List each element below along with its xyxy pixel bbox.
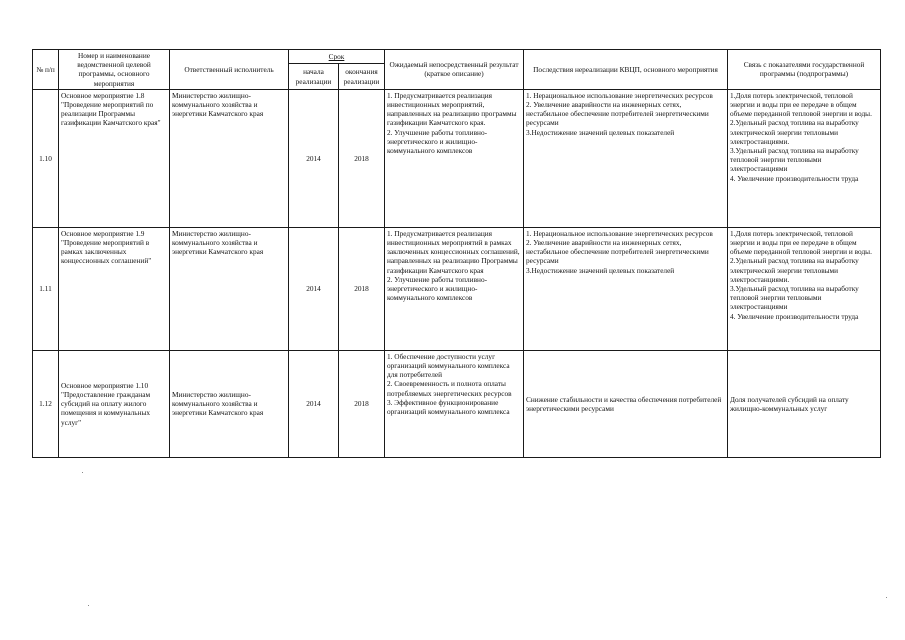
header-term-label: Срок [328,52,345,62]
row-name: Основное мероприятие 1.10 "Предоставление гражданам субсидий на оплату жилого помещения и коммунальных услуг" [59,350,170,457]
row-start-year: 2014 [289,227,339,350]
row-consequences: 1. Нерациональное использование энергетических ресурсов 2. Увеличение аварийности на инженерных сетях, нестабильное обеспечение потребителей энергетическими ресурсами 3.Недостижение значений целевых показателей [524,227,728,350]
scan-speck [88,605,89,606]
scan-speck [82,472,83,473]
scan-speck [886,597,887,598]
table-row [33,227,881,350]
row-link: 1.Доля потерь электрической, тепловой энергии и воды при ее передаче в общем объеме переданной тепловой энергии и воды. 2.Удельный расход топлива на выработку электрической энергии тепловыми электростанциями. 3.Удельный расход топлива на выработку тепловой энергии тепловыми электростанциями 4. Увеличение производительности труда [728,227,881,350]
row-link: 1.Доля потерь электрической, тепловой энергии и воды при ее передаче в общем объеме переданной тепловой энергии и воды. 2.Удельный расход топлива на выработку электрической энергии тепловыми электростанциями. 3.Удельный расход топлива на выработку тепловой энергии тепловыми электростанциями 4. Увеличение производительности труда [728,89,881,227]
row-num: 1.12 [33,350,59,457]
row-responsible: Министерство жилищно-коммунального хозяйства и энергетики Камчатского края [170,350,289,457]
row-result: 1. Предусматривается реализация инвестиционных мероприятий в рамках заключенных концессионных соглашений, направленных на реализацию Программы газификации Камчатского края 2. Улучшение работы топливно-энергетического и жилищно-коммунального комплексов [385,227,524,350]
row-name: Основное мероприятие 1.9 "Проведение мероприятий в рамках заключенных концессионных соглашений" [59,227,170,350]
measures-table [32,49,881,458]
header-result: Ожидаемый непосредственный результат (краткое описание) [385,50,524,90]
row-consequences: 1. Нерациональное использование энергетических ресурсов 2. Увеличение аварийности на инженерных сетях, нестабильное обеспечение потребителей энергетическими ресурсами 3.Недостижение значений целевых показателей [524,89,728,227]
row-responsible: Министерство жилищно-коммунального хозяйства и энергетики Камчатского края [170,227,289,350]
row-result: 1. Обеспечение доступности услуг организаций коммунального комплекса для потребителей 2. Своевременность и полнота оплаты потребляемых энергетических ресурсов 3. Эффективное функционирование организаций коммунального комплекса [385,350,524,457]
row-end-year: 2018 [339,227,385,350]
row-end-year: 2018 [339,350,385,457]
header-consequences: Последствия нереализации КВЦП, основного мероприятия [524,50,728,90]
row-end-year: 2018 [339,89,385,227]
header-responsible: Ответственный исполнитель [170,50,289,90]
row-consequences: Снижение стабильности и качества обеспечения потребителей энергетическими ресурсами [524,350,728,457]
row-result: 1. Предусматривается реализация инвестиционных мероприятий, направленных на реализацию программы газификации Камчатского края. 2. Улучшение работы топливно-энергетического и жилищно-коммунального комплексов [385,89,524,227]
row-start-year: 2014 [289,89,339,227]
header-start: начала реализации [289,64,339,89]
header-row [33,50,881,64]
header-link: Связь с показателями государственной программы (подпрограммы) [728,50,881,90]
header-name: Номер и наименование ведомственной целевой программы, основного мероприятия [59,50,170,90]
row-start-year: 2014 [289,350,339,457]
row-name: Основное мероприятие 1.8 "Проведение мероприятий по реализации Программы газификации Камчатского края" [59,89,170,227]
header-term [289,50,385,64]
row-num: 1.10 [33,89,59,227]
header-num: № п/п [33,50,59,90]
header-end: окончания реализации [339,64,385,89]
row-responsible: Министерство жилищно-коммунального хозяйства и энергетики Камчатского края [170,89,289,227]
table-row [33,350,881,457]
row-link: Доля получателей субсидий на оплату жилищно-коммунальных услуг [728,350,881,457]
row-num: 1.11 [33,227,59,350]
table-row [33,89,881,227]
